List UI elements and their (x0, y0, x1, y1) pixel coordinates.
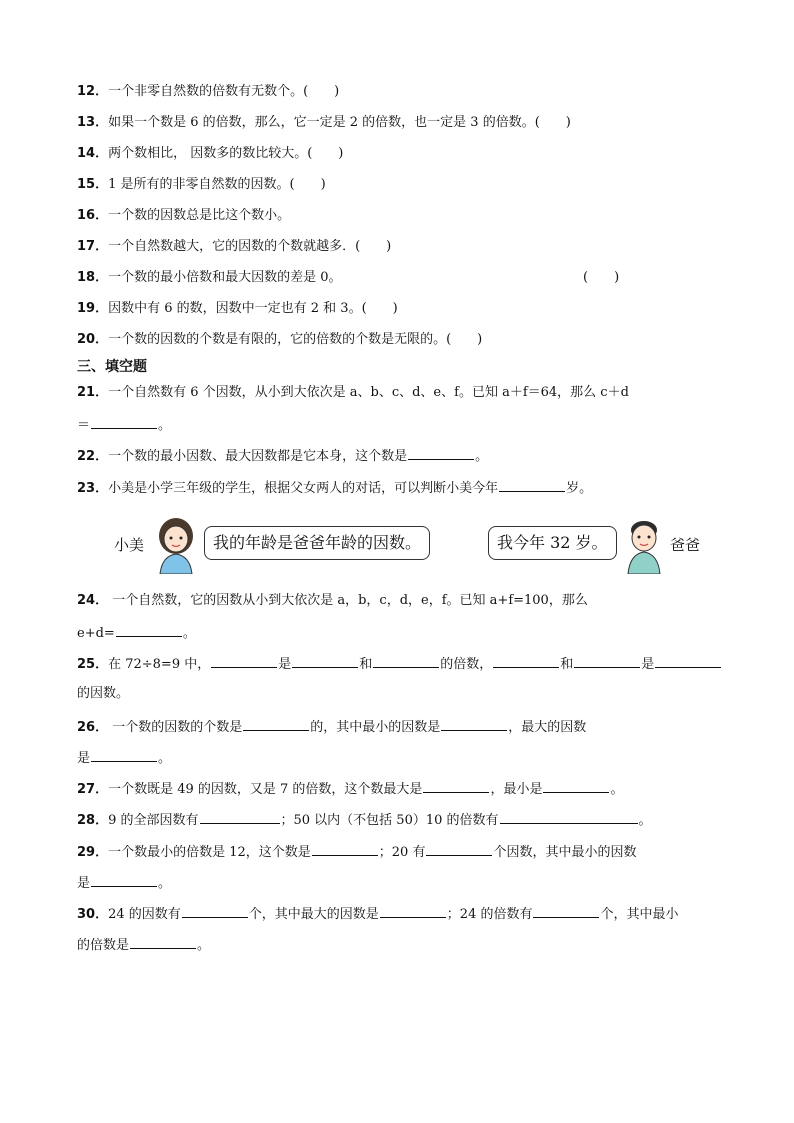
question-30-line2: 的倍数是 。 (77, 934, 724, 956)
question-26: 26． 一个数的因数的个数是 的，其中最小的因数是 ，最大的因数 (77, 716, 724, 738)
question-24: 24． 一个自然数，它的因数从小到大依次是 a，b，c，d，e，f。已知 a+f=100，那么 (77, 593, 588, 608)
question-21: 21．一个自然数有 6 个因数，从小到大依次是 a、b、c、d、e、f。已知 a＋f＝64，那么 c＋d (77, 385, 629, 400)
answer-blank[interactable] (533, 903, 599, 918)
answer-blank[interactable] (373, 653, 439, 668)
answer-blank[interactable] (408, 445, 474, 460)
answer-blank[interactable] (182, 903, 248, 918)
answer-blank[interactable] (574, 653, 640, 668)
answer-blank[interactable] (200, 809, 280, 824)
answer-blank[interactable] (211, 653, 277, 668)
answer-blank[interactable] (91, 872, 157, 887)
question-19: 19．因数中有 6 的数，因数中一定也有 2 和 3。( ) (77, 301, 398, 316)
dad-figure-icon (618, 514, 670, 574)
question-22: 22．一个数的最小因数、最大因数都是它本身，这个数是 。 (77, 445, 724, 467)
question-12: 12．一个非零自然数的倍数有无数个。( ) (77, 84, 340, 99)
question-16: 16．一个数的因数总是比这个数小。 (77, 208, 291, 223)
answer-blank[interactable] (292, 653, 358, 668)
answer-blank[interactable] (655, 653, 721, 668)
question-15: 15．1 是所有的非零自然数的因数。( ) (77, 177, 326, 192)
question-27: 27．一个数既是 49 的因数，又是 7 的倍数，这个数最大是 ，最小是 。 (77, 778, 724, 800)
question-28: 28．9 的全部因数有 ；50 以内（不包括 50）10 的倍数有 。 (77, 809, 724, 831)
section-title: 三、填空题 (77, 359, 147, 375)
answer-blank[interactable] (243, 716, 309, 731)
question-29: 29．一个数最小的倍数是 12，这个数是 ；20 有 个因数，其中最小的因数 (77, 841, 724, 863)
question-13: 13．如果一个数是 6 的倍数，那么，它一定是 2 的倍数，也一定是 3 的倍数。( ) (77, 115, 571, 130)
question-17: 17．一个自然数越大，它的因数的个数就越多．( ) (77, 239, 392, 254)
question-25-line2: 的因数。 (77, 686, 130, 701)
answer-blank[interactable] (312, 841, 378, 856)
girl-name-label: 小美 (114, 536, 145, 554)
answer-blank[interactable] (380, 903, 446, 918)
question-29-line2: 是 。 (77, 872, 724, 894)
answer-paren: ( ) (583, 270, 620, 285)
answer-blank[interactable] (116, 622, 182, 637)
question-21-line2: ＝ 。 (77, 414, 724, 436)
question-14: 14．两个数相比， 因数多的数比较大。( ) (77, 146, 344, 161)
question-24-line2: e+d= 。 (77, 622, 724, 644)
answer-blank[interactable] (499, 477, 565, 492)
answer-blank[interactable] (493, 653, 559, 668)
answer-blank[interactable] (500, 809, 638, 824)
answer-blank[interactable] (91, 747, 157, 762)
question-30: 30．24 的因数有 个，其中最大的因数是 ；24 的倍数有 个，其中最小 (77, 903, 724, 925)
question-26-line2: 是 。 (77, 747, 724, 769)
answer-blank[interactable] (423, 778, 489, 793)
question-18: 18．一个数的最小倍数和最大因数的差是 0。 ( ) (77, 268, 724, 288)
dad-speech-bubble: 我今年 32 岁。 (488, 526, 617, 560)
answer-blank[interactable] (91, 414, 157, 429)
dad-name-label: 爸爸 (670, 536, 701, 554)
girl-speech-bubble: 我的年龄是爸爸年龄的因数。 (204, 526, 430, 560)
question-23: 23．小美是小学三年级的学生，根据父女两人的对话，可以判断小美今年 岁。 (77, 477, 724, 499)
answer-blank[interactable] (543, 778, 609, 793)
girl-figure-icon (150, 514, 202, 574)
dialogue-illustration (110, 514, 710, 574)
answer-blank[interactable] (441, 716, 507, 731)
question-20: 20．一个数的因数的个数是有限的，它的倍数的个数是无限的。( ) (77, 332, 483, 347)
answer-blank[interactable] (426, 841, 492, 856)
answer-blank[interactable] (130, 934, 196, 949)
question-25: 25．在 72÷8=9 中， 是 和 的倍数， 和 是 (77, 653, 724, 675)
